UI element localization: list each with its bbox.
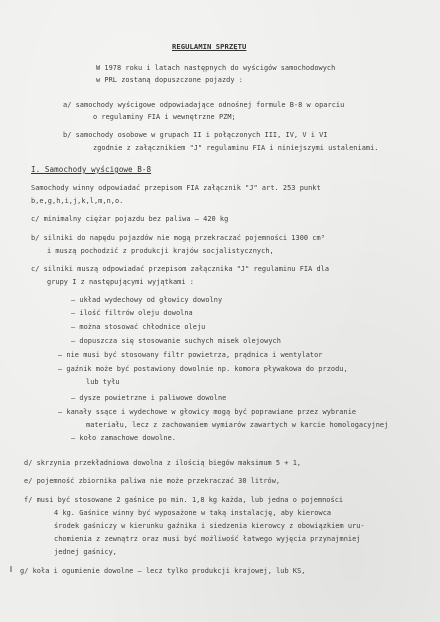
intro-line: W 1978 roku i latach następnych do wyścigów samochodowych — [96, 64, 336, 72]
group-b-line: b/ samochody osobowe w grupach II i połączonych III, IV, V i VI — [63, 131, 328, 139]
further-line: 4 kg. Gaśnice winny być wyposażone w taką instalację, aby kierowca — [54, 509, 332, 517]
further-line: d/ skrzynia przekładniowa dowolna z ilością biegów maksimum 5 + 1, — [24, 459, 302, 467]
further-line: środek gaśniczy w kierunku gaźnika i siedzenia kierowcy z obowiązkiem uru- — [54, 522, 365, 530]
margin-mark — [10, 566, 12, 572]
exception-item: – układ wydechowy od głowicy dowolny — [71, 296, 223, 304]
section-line: Samochody winny odpowiadać przepisom FIA załącznik "J" art. 253 punkt — [31, 184, 321, 192]
group-a-line: o regulaminy FIA i wewnętrzne PZM; — [93, 113, 236, 121]
exception-item: materiału, lecz z zachowaniem wymiarów zawartych w karcie homologacyjnej — [86, 421, 389, 429]
section-line: c/ silniki muszą odpowiadać przepisom załącznika "J" regulaminu FIA dla — [31, 265, 330, 273]
exception-item: – ilość filtrów oleju dowolna — [71, 309, 193, 317]
further-line: chomienia z zewnątrz oraz musi być możliwość łatwego wyjęcia przynajmniej — [54, 535, 361, 543]
intro-line: w PRL zostaną dopuszczone pojazdy : — [96, 76, 243, 84]
exception-item: lub tyłu — [86, 378, 120, 386]
section-title: I. Samochody wyścigowe B-8 — [31, 165, 152, 174]
exception-item: – dopuszcza się stosowanie suchych misek olejowych — [71, 337, 281, 345]
further-line: g/ koła i ogumienie dowolne – lecz tylko produkcji krajowej, lub KS, — [20, 567, 306, 575]
section-line: b,e,g,h,i,j,k,l,m,n,o. — [31, 197, 124, 205]
section-line: c/ minimalny ciężar pojazdu bez paliwa – 420 kg — [31, 215, 229, 223]
further-line: jednej gaśnicy, — [54, 548, 117, 556]
section-line: i muszą pochodzić z produkcji krajów socjalistycznych, — [47, 247, 274, 255]
group-b-line: zgodnie z załącznikiem "J" regulaminu FIA i niniejszymi ustaleniami. — [93, 144, 379, 152]
exception-item: – gaźnik może być postawiony dowolnie np. komora pływakowa do przodu, — [58, 365, 348, 373]
exception-item: – można stosować chłodnice oleju — [71, 323, 206, 331]
exception-item: – kanały ssące i wydechowe w głowicy mogą być poprawiane przez wybranie — [58, 408, 357, 416]
document-title: REGULAMIN SPRZĘTU — [172, 42, 247, 51]
exception-item: – dysze powietrzne i paliwowe dowolne — [71, 394, 227, 402]
exception-item: – nie musi być stosowany filtr powietrza, prądnica i wentylator — [58, 351, 323, 359]
group-a-line: a/ samochody wyścigowe odpowiadające odnośnej formule B-8 w oparciu — [63, 101, 345, 109]
further-line: e/ pojemność zbiornika paliwa nie może przekraczać 30 litrów, — [24, 477, 281, 485]
further-line: f/ musi być stosowane 2 gaśnice po min. 1,8 kg każda, lub jedna o pojemności — [24, 496, 344, 504]
section-line: b/ silniki do napędu pojazdów nie mogą przekraczać pojemności 1300 cm³ — [31, 234, 325, 242]
section-line: grupy I z następującymi wyjątkami : — [47, 278, 194, 286]
exception-item: – koło zamachowe dowolne. — [71, 434, 176, 442]
